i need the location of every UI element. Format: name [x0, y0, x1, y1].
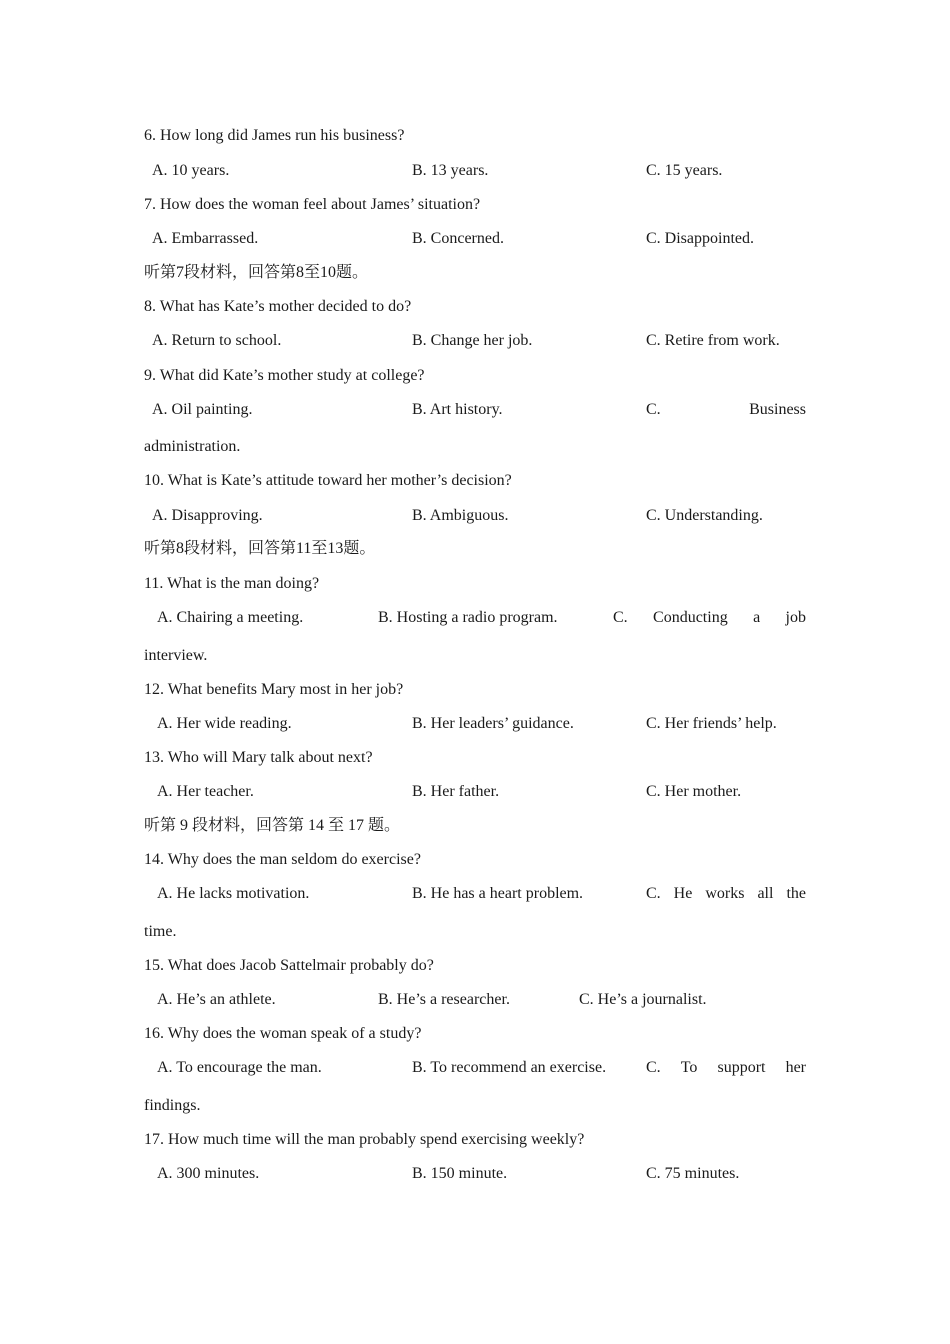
option-c-word: Conducting — [653, 609, 728, 626]
question-13-option-b: B. Her father. — [412, 783, 500, 800]
question-11-option-c-continuation: interview. — [144, 647, 208, 664]
question-10-stem: 10. What is Kate’s attitude toward her mother’s decision? — [144, 472, 512, 489]
question-13-stem: 13. Who will Mary talk about next? — [144, 749, 373, 766]
question-7-option-a: A. Embarrassed. — [152, 230, 259, 247]
question-16-option-c — [646, 1058, 806, 1078]
question-8-option-b: B. Change her job. — [412, 332, 533, 349]
question-15-option-b: B. He’s a researcher. — [378, 991, 510, 1008]
question-7-option-b: B. Concerned. — [412, 230, 504, 247]
section-heading-8: 听第8段材料，回答第11至13题。 — [144, 540, 376, 557]
question-16-option-b: B. To recommend an exercise. — [412, 1059, 607, 1076]
question-12-option-a: A. Her wide reading. — [157, 715, 292, 732]
question-14-option-b: B. He has a heart problem. — [412, 885, 584, 902]
question-8-option-c: C. Retire from work. — [646, 332, 780, 349]
option-c-word: He — [673, 885, 693, 902]
question-8-stem: 8. What has Kate’s mother decided to do? — [144, 298, 412, 315]
question-6-option-b: B. 13 years. — [412, 162, 489, 179]
section-heading-7: 听第7段材料，回答第8至10题。 — [144, 264, 369, 281]
question-16-option-a: A. To encourage the man. — [157, 1059, 322, 1076]
question-7-stem: 7. How does the woman feel about James’ situation? — [144, 196, 481, 213]
question-17-option-a: A. 300 minutes. — [157, 1165, 260, 1182]
question-17-option-c: C. 75 minutes. — [646, 1165, 740, 1182]
question-6-option-c: C. 15 years. — [646, 162, 723, 179]
question-9-option-a: A. Oil painting. — [152, 401, 253, 418]
option-c-word: C. — [613, 609, 628, 626]
option-c-word: C. — [646, 1059, 661, 1076]
question-15-option-c: C. He’s a journalist. — [579, 991, 707, 1008]
section-heading-9: 听第 9 段材料，回答第 14 至 17 题。 — [144, 817, 401, 834]
question-12-option-b: B. Her leaders’ guidance. — [412, 715, 574, 732]
question-13-option-c: C. Her mother. — [646, 783, 742, 800]
question-6-stem: 6. How long did James run his business? — [144, 127, 405, 144]
question-9-option-c — [646, 400, 806, 420]
question-9-stem: 9. What did Kate’s mother study at college? — [144, 367, 425, 384]
question-10-option-c: C. Understanding. — [646, 507, 763, 524]
question-12-stem: 12. What benefits Mary most in her job? — [144, 681, 404, 698]
question-7-option-c: C. Disappointed. — [646, 230, 754, 247]
option-c-word: support — [717, 1059, 766, 1076]
question-9-option-c-continuation: administration. — [144, 438, 241, 455]
question-14-option-c — [646, 884, 806, 904]
question-8-option-a: A. Return to school. — [152, 332, 282, 349]
question-11-stem: 11. What is the man doing? — [144, 575, 320, 592]
question-14-stem: 14. Why does the man seldom do exercise? — [144, 851, 421, 868]
question-13-option-a: A. Her teacher. — [157, 783, 254, 800]
question-15-stem: 15. What does Jacob Sattelmair probably do? — [144, 957, 434, 974]
question-12-option-c: C. Her friends’ help. — [646, 715, 777, 732]
question-16-option-c-continuation: findings. — [144, 1097, 201, 1114]
question-15-option-a: A. He’s an athlete. — [157, 991, 276, 1008]
option-c-word: job — [785, 609, 806, 626]
question-16-stem: 16. Why does the woman speak of a study? — [144, 1025, 422, 1042]
question-11-option-b: B. Hosting a radio program. — [378, 609, 558, 626]
question-6-option-a: A. 10 years. — [152, 162, 230, 179]
question-9-option-b: B. Art history. — [412, 401, 503, 418]
option-c-word: C. — [646, 885, 661, 902]
question-11-option-c — [613, 608, 806, 628]
question-10-option-b: B. Ambiguous. — [412, 507, 509, 524]
option-c-word: To — [680, 1059, 698, 1076]
option-c-word: the — [786, 885, 806, 902]
question-17-option-b: B. 150 minute. — [412, 1165, 508, 1182]
question-14-option-c-continuation: time. — [144, 923, 177, 940]
option-c-word: works — [705, 885, 745, 902]
question-17-stem: 17. How much time will the man probably spend exercising weekly? — [144, 1131, 585, 1148]
option-c-word: Business — [749, 401, 806, 418]
question-10-option-a: A. Disapproving. — [152, 507, 263, 524]
option-c-word: her — [785, 1059, 806, 1076]
option-c-word: all — [757, 885, 774, 902]
option-c-letter: C. — [646, 401, 661, 418]
question-11-option-a: A. Chairing a meeting. — [157, 609, 304, 626]
option-c-word: a — [753, 609, 761, 626]
question-14-option-a: A. He lacks motivation. — [157, 885, 310, 902]
